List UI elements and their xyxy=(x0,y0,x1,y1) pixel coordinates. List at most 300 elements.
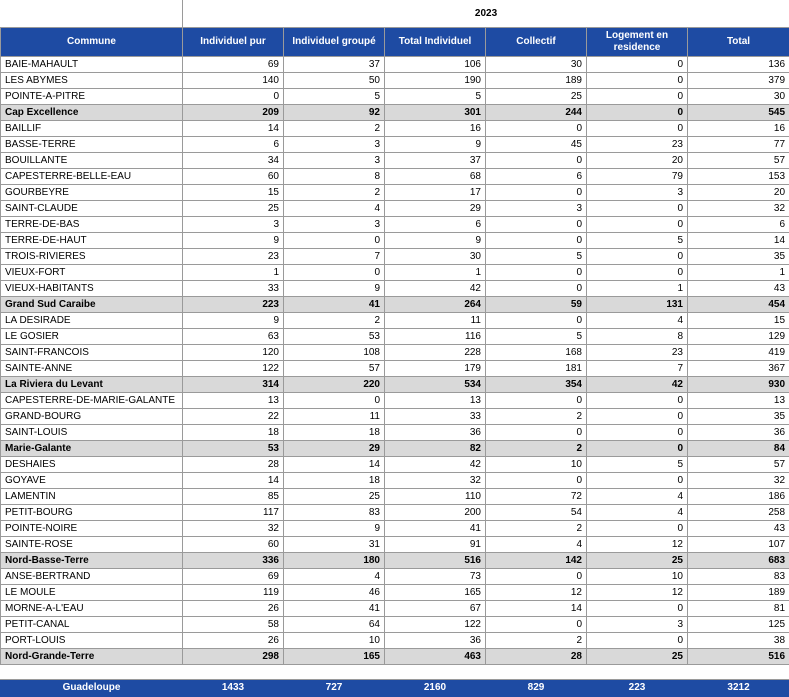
year-row xyxy=(1,0,789,28)
total-individuel-cell: 106 xyxy=(385,57,486,73)
individuel-groupe-cell: 165 xyxy=(284,649,385,665)
individuel-groupe-cell: 2 xyxy=(284,185,385,201)
table-row xyxy=(1,121,789,137)
subtotal-row xyxy=(1,441,789,457)
individuel-pur-cell: 60 xyxy=(183,537,284,553)
total-individuel-cell: 91 xyxy=(385,537,486,553)
table-row xyxy=(1,153,789,169)
individuel-pur-cell: 119 xyxy=(183,585,284,601)
individuel-pur-cell: 298 xyxy=(183,649,284,665)
grand-total-total-individuel: 2160 xyxy=(385,680,486,697)
total-individuel-cell: 264 xyxy=(385,297,486,313)
individuel-pur-cell: 6 xyxy=(183,137,284,153)
commune-name-cell: CAPESTERRE-BELLE-EAU xyxy=(1,169,183,185)
individuel-groupe-cell: 57 xyxy=(284,361,385,377)
individuel-groupe-cell: 220 xyxy=(284,377,385,393)
total-cell: 683 xyxy=(688,553,789,569)
commune-name-cell: Cap Excellence xyxy=(1,105,183,121)
collectif-cell: 142 xyxy=(486,553,587,569)
individuel-pur-cell: 26 xyxy=(183,633,284,649)
commune-name-cell: CAPESTERRE-DE-MARIE-GALANTE xyxy=(1,393,183,409)
collectif-cell: 0 xyxy=(486,121,587,137)
individuel-pur-cell: 15 xyxy=(183,185,284,201)
collectif-cell: 181 xyxy=(486,361,587,377)
total-individuel-cell: 37 xyxy=(385,153,486,169)
commune-name-cell: Nord-Grande-Terre xyxy=(1,649,183,665)
total-individuel-cell: 32 xyxy=(385,473,486,489)
logement-en-residence-cell: 4 xyxy=(587,313,688,329)
total-cell: 77 xyxy=(688,137,789,153)
commune-name-cell: SAINTE-ROSE xyxy=(1,537,183,553)
commune-name-cell: GOYAVE xyxy=(1,473,183,489)
individuel-groupe-cell: 3 xyxy=(284,153,385,169)
total-cell: 186 xyxy=(688,489,789,505)
table-row xyxy=(1,313,789,329)
individuel-groupe-cell: 9 xyxy=(284,521,385,537)
total-cell: 930 xyxy=(688,377,789,393)
individuel-pur-cell: 209 xyxy=(183,105,284,121)
total-individuel-cell: 110 xyxy=(385,489,486,505)
total-cell: 38 xyxy=(688,633,789,649)
total-individuel-cell: 5 xyxy=(385,89,486,105)
individuel-groupe-cell: 92 xyxy=(284,105,385,121)
collectif-cell: 0 xyxy=(486,281,587,297)
total-individuel-cell: 42 xyxy=(385,281,486,297)
individuel-pur-cell: 9 xyxy=(183,233,284,249)
individuel-groupe-cell: 0 xyxy=(284,265,385,281)
grand-total-total: 3212 xyxy=(688,680,789,697)
logement-en-residence-cell: 79 xyxy=(587,169,688,185)
table-row xyxy=(1,281,789,297)
collectif-cell: 0 xyxy=(486,313,587,329)
table-row xyxy=(1,361,789,377)
commune-name-cell: POINTE-A-PITRE xyxy=(1,89,183,105)
grand-total-row xyxy=(1,680,789,697)
individuel-pur-cell: 140 xyxy=(183,73,284,89)
total-cell: 516 xyxy=(688,649,789,665)
subtotal-row xyxy=(1,553,789,569)
total-individuel-cell: 200 xyxy=(385,505,486,521)
logement-en-residence-cell: 0 xyxy=(587,633,688,649)
individuel-groupe-cell: 4 xyxy=(284,201,385,217)
individuel-groupe-cell: 108 xyxy=(284,345,385,361)
table-row xyxy=(1,217,789,233)
total-individuel-cell: 33 xyxy=(385,409,486,425)
collectif-cell: 0 xyxy=(486,617,587,633)
logement-en-residence-cell: 3 xyxy=(587,617,688,633)
column-header-individuel-groupe: Individuel groupé xyxy=(284,28,385,57)
collectif-cell: 0 xyxy=(486,153,587,169)
column-header-collectif: Collectif xyxy=(486,28,587,57)
logement-en-residence-cell: 0 xyxy=(587,425,688,441)
total-cell: 107 xyxy=(688,537,789,553)
table-row xyxy=(1,601,789,617)
collectif-cell: 30 xyxy=(486,57,587,73)
spacer-row xyxy=(1,665,789,680)
individuel-groupe-cell: 2 xyxy=(284,313,385,329)
subtotal-row xyxy=(1,377,789,393)
table-row xyxy=(1,265,789,281)
total-individuel-cell: 179 xyxy=(385,361,486,377)
grand-total-individuel-groupe: 727 xyxy=(284,680,385,697)
column-header-total: Total xyxy=(688,28,789,57)
collectif-cell: 2 xyxy=(486,521,587,537)
collectif-cell: 5 xyxy=(486,249,587,265)
table-row xyxy=(1,537,789,553)
logement-en-residence-cell: 5 xyxy=(587,457,688,473)
commune-name-cell: Nord-Basse-Terre xyxy=(1,553,183,569)
collectif-cell: 59 xyxy=(486,297,587,313)
commune-name-cell: BASSE-TERRE xyxy=(1,137,183,153)
collectif-cell: 0 xyxy=(486,185,587,201)
total-cell: 84 xyxy=(688,441,789,457)
table-row xyxy=(1,57,789,73)
logement-en-residence-cell: 0 xyxy=(587,441,688,457)
total-individuel-cell: 36 xyxy=(385,425,486,441)
total-cell: 379 xyxy=(688,73,789,89)
individuel-pur-cell: 25 xyxy=(183,201,284,217)
collectif-cell: 28 xyxy=(486,649,587,665)
total-cell: 20 xyxy=(688,185,789,201)
total-individuel-cell: 13 xyxy=(385,393,486,409)
total-cell: 15 xyxy=(688,313,789,329)
total-cell: 136 xyxy=(688,57,789,73)
subtotal-row xyxy=(1,105,789,121)
commune-name-cell: LES ABYMES xyxy=(1,73,183,89)
collectif-cell: 6 xyxy=(486,169,587,185)
commune-name-cell: LA DESIRADE xyxy=(1,313,183,329)
table-row xyxy=(1,457,789,473)
commune-name-cell: GRAND-BOURG xyxy=(1,409,183,425)
logement-en-residence-cell: 10 xyxy=(587,569,688,585)
commune-name-cell: VIEUX-HABITANTS xyxy=(1,281,183,297)
individuel-pur-cell: 22 xyxy=(183,409,284,425)
commune-name-cell: Grand Sud Caraibe xyxy=(1,297,183,313)
commune-name-cell: La Riviera du Levant xyxy=(1,377,183,393)
individuel-pur-cell: 34 xyxy=(183,153,284,169)
total-cell: 35 xyxy=(688,249,789,265)
table-row xyxy=(1,473,789,489)
logement-en-residence-cell: 4 xyxy=(587,489,688,505)
collectif-cell: 3 xyxy=(486,201,587,217)
individuel-pur-cell: 9 xyxy=(183,313,284,329)
commune-name-cell: BAILLIF xyxy=(1,121,183,137)
logement-en-residence-cell: 0 xyxy=(587,73,688,89)
collectif-cell: 54 xyxy=(486,505,587,521)
commune-name-cell: LAMENTIN xyxy=(1,489,183,505)
total-cell: 367 xyxy=(688,361,789,377)
table-row xyxy=(1,233,789,249)
commune-name-cell: SAINT-LOUIS xyxy=(1,425,183,441)
subtotal-row xyxy=(1,649,789,665)
table-row xyxy=(1,137,789,153)
grand-total-label: Guadeloupe xyxy=(1,680,183,697)
individuel-pur-cell: 63 xyxy=(183,329,284,345)
individuel-pur-cell: 32 xyxy=(183,521,284,537)
individuel-groupe-cell: 4 xyxy=(284,569,385,585)
individuel-groupe-cell: 29 xyxy=(284,441,385,457)
commune-name-cell: PETIT-CANAL xyxy=(1,617,183,633)
total-individuel-cell: 301 xyxy=(385,105,486,121)
individuel-pur-cell: 13 xyxy=(183,393,284,409)
table-row xyxy=(1,569,789,585)
total-individuel-cell: 82 xyxy=(385,441,486,457)
total-cell: 36 xyxy=(688,425,789,441)
logement-en-residence-cell: 12 xyxy=(587,537,688,553)
empty-corner-cell xyxy=(1,0,183,28)
commune-name-cell: GOURBEYRE xyxy=(1,185,183,201)
individuel-groupe-cell: 3 xyxy=(284,217,385,233)
individuel-groupe-cell: 64 xyxy=(284,617,385,633)
total-individuel-cell: 11 xyxy=(385,313,486,329)
logement-en-residence-cell: 0 xyxy=(587,105,688,121)
individuel-groupe-cell: 5 xyxy=(284,89,385,105)
individuel-pur-cell: 122 xyxy=(183,361,284,377)
total-cell: 189 xyxy=(688,585,789,601)
collectif-cell: 4 xyxy=(486,537,587,553)
individuel-pur-cell: 69 xyxy=(183,57,284,73)
logement-en-residence-cell: 0 xyxy=(587,393,688,409)
individuel-pur-cell: 120 xyxy=(183,345,284,361)
individuel-groupe-cell: 180 xyxy=(284,553,385,569)
total-individuel-cell: 534 xyxy=(385,377,486,393)
individuel-groupe-cell: 8 xyxy=(284,169,385,185)
total-cell: 43 xyxy=(688,521,789,537)
total-cell: 32 xyxy=(688,473,789,489)
total-individuel-cell: 9 xyxy=(385,137,486,153)
grand-total-individuel-pur: 1433 xyxy=(183,680,284,697)
logement-en-residence-cell: 0 xyxy=(587,473,688,489)
subtotal-row xyxy=(1,297,789,313)
logement-en-residence-cell: 0 xyxy=(587,217,688,233)
logement-en-residence-cell: 23 xyxy=(587,137,688,153)
logement-en-residence-cell: 0 xyxy=(587,601,688,617)
commune-name-cell: TERRE-DE-BAS xyxy=(1,217,183,233)
total-cell: 32 xyxy=(688,201,789,217)
logement-en-residence-cell: 4 xyxy=(587,505,688,521)
commune-name-cell: BAIE-MAHAULT xyxy=(1,57,183,73)
collectif-cell: 2 xyxy=(486,633,587,649)
individuel-groupe-cell: 2 xyxy=(284,121,385,137)
collectif-cell: 0 xyxy=(486,393,587,409)
total-cell: 419 xyxy=(688,345,789,361)
commune-name-cell: MORNE-A-L'EAU xyxy=(1,601,183,617)
total-cell: 1 xyxy=(688,265,789,281)
individuel-pur-cell: 223 xyxy=(183,297,284,313)
collectif-cell: 72 xyxy=(486,489,587,505)
total-individuel-cell: 9 xyxy=(385,233,486,249)
total-cell: 125 xyxy=(688,617,789,633)
total-individuel-cell: 42 xyxy=(385,457,486,473)
individuel-groupe-cell: 41 xyxy=(284,297,385,313)
individuel-groupe-cell: 83 xyxy=(284,505,385,521)
total-individuel-cell: 1 xyxy=(385,265,486,281)
individuel-groupe-cell: 41 xyxy=(284,601,385,617)
total-cell: 153 xyxy=(688,169,789,185)
total-individuel-cell: 29 xyxy=(385,201,486,217)
individuel-pur-cell: 1 xyxy=(183,265,284,281)
table-row xyxy=(1,425,789,441)
table-row xyxy=(1,633,789,649)
individuel-pur-cell: 314 xyxy=(183,377,284,393)
table-row xyxy=(1,329,789,345)
total-individuel-cell: 6 xyxy=(385,217,486,233)
table-row xyxy=(1,89,789,105)
individuel-pur-cell: 336 xyxy=(183,553,284,569)
year-header: 2023 xyxy=(183,0,789,28)
logement-en-residence-cell: 1 xyxy=(587,281,688,297)
individuel-groupe-cell: 46 xyxy=(284,585,385,601)
individuel-groupe-cell: 14 xyxy=(284,457,385,473)
logement-en-residence-cell: 5 xyxy=(587,233,688,249)
total-individuel-cell: 463 xyxy=(385,649,486,665)
individuel-pur-cell: 14 xyxy=(183,473,284,489)
collectif-cell: 25 xyxy=(486,89,587,105)
logement-en-residence-cell: 0 xyxy=(587,521,688,537)
commune-name-cell: POINTE-NOIRE xyxy=(1,521,183,537)
individuel-pur-cell: 58 xyxy=(183,617,284,633)
collectif-cell: 2 xyxy=(486,409,587,425)
collectif-cell: 168 xyxy=(486,345,587,361)
individuel-pur-cell: 18 xyxy=(183,425,284,441)
grand-total-collectif: 829 xyxy=(486,680,587,697)
collectif-cell: 10 xyxy=(486,457,587,473)
total-cell: 43 xyxy=(688,281,789,297)
commune-name-cell: BOUILLANTE xyxy=(1,153,183,169)
individuel-pur-cell: 69 xyxy=(183,569,284,585)
table-row xyxy=(1,73,789,89)
logement-en-residence-cell: 0 xyxy=(587,89,688,105)
individuel-pur-cell: 14 xyxy=(183,121,284,137)
commune-name-cell: TERRE-DE-HAUT xyxy=(1,233,183,249)
individuel-groupe-cell: 37 xyxy=(284,57,385,73)
collectif-cell: 12 xyxy=(486,585,587,601)
total-cell: 16 xyxy=(688,121,789,137)
total-individuel-cell: 30 xyxy=(385,249,486,265)
individuel-pur-cell: 60 xyxy=(183,169,284,185)
total-cell: 129 xyxy=(688,329,789,345)
total-cell: 57 xyxy=(688,457,789,473)
table-row xyxy=(1,345,789,361)
collectif-cell: 14 xyxy=(486,601,587,617)
table-row xyxy=(1,617,789,633)
total-individuel-cell: 228 xyxy=(385,345,486,361)
column-header-commune: Commune xyxy=(1,28,183,57)
column-header-row xyxy=(1,28,789,57)
individuel-groupe-cell: 31 xyxy=(284,537,385,553)
commune-name-cell: SAINT-FRANCOIS xyxy=(1,345,183,361)
total-individuel-cell: 67 xyxy=(385,601,486,617)
collectif-cell: 45 xyxy=(486,137,587,153)
total-individuel-cell: 16 xyxy=(385,121,486,137)
individuel-groupe-cell: 0 xyxy=(284,393,385,409)
commune-name-cell: ANSE-BERTRAND xyxy=(1,569,183,585)
logement-en-residence-cell: 0 xyxy=(587,265,688,281)
individuel-groupe-cell: 53 xyxy=(284,329,385,345)
logement-en-residence-cell: 0 xyxy=(587,57,688,73)
total-cell: 13 xyxy=(688,393,789,409)
table-row xyxy=(1,393,789,409)
collectif-cell: 2 xyxy=(486,441,587,457)
individuel-pur-cell: 26 xyxy=(183,601,284,617)
table-row xyxy=(1,489,789,505)
collectif-cell: 354 xyxy=(486,377,587,393)
total-cell: 57 xyxy=(688,153,789,169)
column-header-individuel-pur: Individuel pur xyxy=(183,28,284,57)
logement-en-residence-cell: 0 xyxy=(587,201,688,217)
table-row xyxy=(1,505,789,521)
total-cell: 258 xyxy=(688,505,789,521)
logement-en-residence-cell: 20 xyxy=(587,153,688,169)
collectif-cell: 244 xyxy=(486,105,587,121)
total-cell: 81 xyxy=(688,601,789,617)
total-individuel-cell: 36 xyxy=(385,633,486,649)
logement-en-residence-cell: 25 xyxy=(587,649,688,665)
individuel-pur-cell: 28 xyxy=(183,457,284,473)
logement-en-residence-cell: 8 xyxy=(587,329,688,345)
table-row xyxy=(1,185,789,201)
individuel-groupe-cell: 18 xyxy=(284,425,385,441)
total-individuel-cell: 73 xyxy=(385,569,486,585)
individuel-groupe-cell: 11 xyxy=(284,409,385,425)
logement-en-residence-cell: 0 xyxy=(587,409,688,425)
logement-en-residence-cell: 131 xyxy=(587,297,688,313)
commune-name-cell: SAINT-CLAUDE xyxy=(1,201,183,217)
column-header-logement-en-residence: Logement en residence xyxy=(587,28,688,57)
logement-en-residence-cell: 42 xyxy=(587,377,688,393)
logement-en-residence-cell: 3 xyxy=(587,185,688,201)
column-header-total-individuel: Total Individuel xyxy=(385,28,486,57)
individuel-pur-cell: 85 xyxy=(183,489,284,505)
collectif-cell: 0 xyxy=(486,569,587,585)
total-cell: 83 xyxy=(688,569,789,585)
total-individuel-cell: 165 xyxy=(385,585,486,601)
total-cell: 6 xyxy=(688,217,789,233)
commune-name-cell: LE GOSIER xyxy=(1,329,183,345)
collectif-cell: 5 xyxy=(486,329,587,345)
total-individuel-cell: 17 xyxy=(385,185,486,201)
grand-total-logement-en-residence: 223 xyxy=(587,680,688,697)
total-individuel-cell: 68 xyxy=(385,169,486,185)
individuel-groupe-cell: 9 xyxy=(284,281,385,297)
individuel-pur-cell: 33 xyxy=(183,281,284,297)
individuel-groupe-cell: 25 xyxy=(284,489,385,505)
commune-name-cell: PORT-LOUIS xyxy=(1,633,183,649)
collectif-cell: 0 xyxy=(486,473,587,489)
individuel-groupe-cell: 18 xyxy=(284,473,385,489)
logement-en-residence-cell: 7 xyxy=(587,361,688,377)
table-row xyxy=(1,521,789,537)
logement-en-residence-cell: 12 xyxy=(587,585,688,601)
individuel-pur-cell: 3 xyxy=(183,217,284,233)
table-row xyxy=(1,169,789,185)
collectif-cell: 189 xyxy=(486,73,587,89)
collectif-cell: 0 xyxy=(486,265,587,281)
total-cell: 545 xyxy=(688,105,789,121)
table-row xyxy=(1,585,789,601)
individuel-pur-cell: 53 xyxy=(183,441,284,457)
table-row xyxy=(1,409,789,425)
collectif-cell: 0 xyxy=(486,233,587,249)
total-cell: 454 xyxy=(688,297,789,313)
commune-name-cell: LE MOULE xyxy=(1,585,183,601)
individuel-pur-cell: 0 xyxy=(183,89,284,105)
total-cell: 30 xyxy=(688,89,789,105)
individuel-groupe-cell: 50 xyxy=(284,73,385,89)
individuel-groupe-cell: 0 xyxy=(284,233,385,249)
total-individuel-cell: 122 xyxy=(385,617,486,633)
collectif-cell: 0 xyxy=(486,217,587,233)
